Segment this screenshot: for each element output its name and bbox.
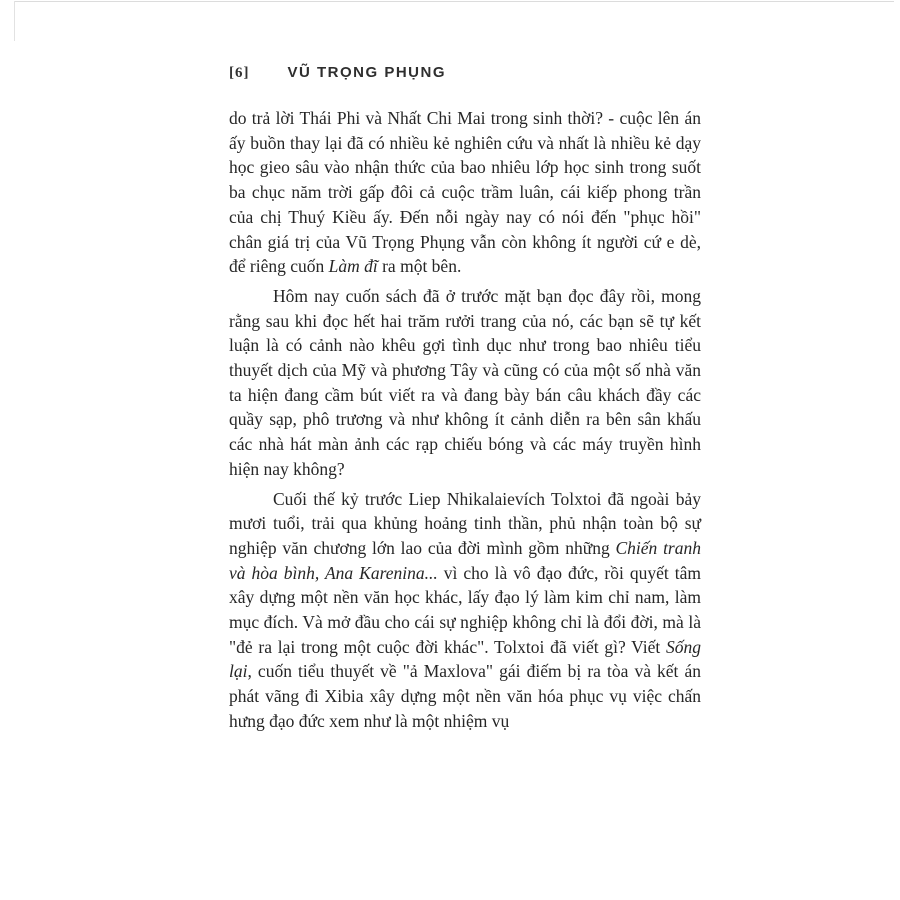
paragraph xyxy=(229,487,701,734)
text-run: ra một bên. xyxy=(377,256,462,277)
body-text xyxy=(229,106,701,734)
book-title: VŨ TRỌNG PHỤNG xyxy=(287,64,447,81)
page-header xyxy=(229,64,701,82)
page-content xyxy=(229,64,701,739)
page-number: [6] xyxy=(229,65,250,81)
text-run: vì cho là vô đạo đức, rồi quyết tâm xây dựng một nền văn học khác, lấy đạo lý làm kim chỉ nam, làm mục đích. Và mở đầu cho cái sự nghiệp không chỉ là đổi đời, mà là "đẻ ra lại trong một cuộc đời khác". Tolxtoi đã viết gì? Viết xyxy=(229,562,702,657)
text-run: , cuốn tiểu thuyết về "ả Maxlova" gái điếm bị ra tòa và kết án phát vãng đi Xibia xây dựng một nền văn hóa phục vụ việc chấn hưng đạo đức xem như là một nhiệm vụ xyxy=(229,661,701,731)
paragraph xyxy=(229,106,701,279)
paragraph xyxy=(229,284,701,482)
scan-edge-left xyxy=(14,1,15,41)
text-run: Hôm nay cuốn sách đã ở trước mặt bạn đọc đây rồi, mong rằng sau khi đọc hết hai trăm rưởi trang của nó, các bạn sẽ tự kết luận là có cảnh nào khêu gợi tình dục như trong bao nhiêu tiểu thuyết dịch của Mỹ và phương Tây và cũng có của một số nhà văn ta hiện đang cầm bút viết ra và đang bày bán câu khách đầy các quầy sạp, phô trương và như không ít cảnh diễn ra bên sân khấu các nhà hát màn ảnh các rạp chiếu bóng và các máy truyền hình hiện nay không? xyxy=(229,285,701,479)
italic-title-run: Sống lại xyxy=(229,636,701,682)
text-run: do trả lời Thái Phi và Nhất Chi Mai trong sinh thời? - cuộc lên án ấy buồn thay lại đã có nhiều kẻ nghiên cứu và nhất là nhiều kẻ dạy học gieo sâu vào nhận thức của bao nhiêu lớp học sinh trong suốt ba chục năm trời gấp đôi cả cuộc trầm luân, cái kiếp phong trần của chị Thuý Kiều ấy. Đến nỗi ngày nay có nói đến "phục hồi" chân giá trị của Vũ Trọng Phụng vẫn còn không ít người cứ e dè, để riêng cuốn xyxy=(229,108,701,277)
italic-title-run: Làm đĩ xyxy=(328,256,378,277)
text-run: Cuối thế kỷ trước Liep Nhikalaievích Tolxtoi đã ngoài bảy mươi tuổi, trải qua khủng hoảng tinh thần, phủ nhận toàn bộ sự nghiệp văn chương lớn lao của đời mình gồm những xyxy=(229,488,701,558)
italic-title-run: Chiến tranh và hòa bình, Ana Karenina... xyxy=(229,537,701,583)
scan-edge-top xyxy=(14,1,894,2)
